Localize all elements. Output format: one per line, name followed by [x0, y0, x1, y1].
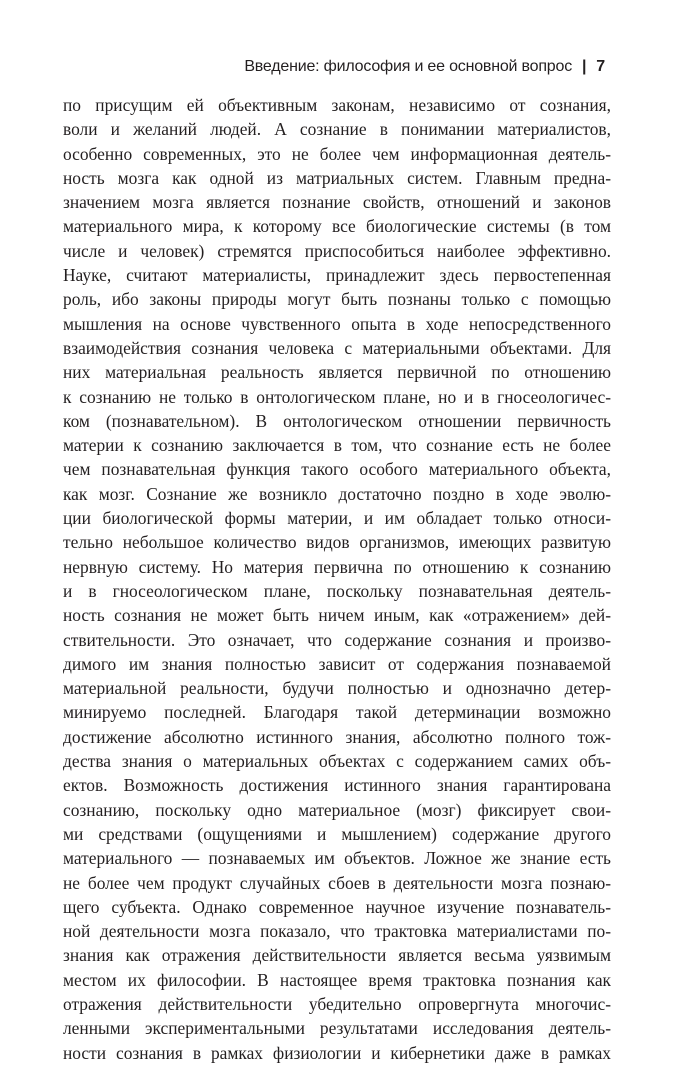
- text-line: нервную систему. Но материя первична по отношению к сознанию: [63, 556, 611, 577]
- text-line: ми средствами (ощущениями и мышлением) содержание другого: [63, 823, 611, 844]
- header-separator: |: [582, 58, 587, 75]
- text-line: ствительности. Это означает, что содержание сознания и произво-: [63, 629, 611, 650]
- text-line: сознанию, поскольку одно материальное (мозг) фиксирует свои-: [63, 799, 611, 820]
- page-number: 7: [596, 58, 605, 75]
- text-line: мышления на основе чувственного опыта в ходе непосредственного: [63, 313, 611, 334]
- text-line: отражения действительности убедительно опровергнута многочис-: [63, 993, 611, 1014]
- text-line: материальной реальности, будучи полностью и однозначно детер-: [63, 678, 611, 699]
- text-line: особенно современных, это не более чем информационная деятель-: [63, 143, 611, 164]
- text-line: ции биологической формы материи, и им обладает только относи-: [63, 508, 611, 529]
- text-line: чем познавательная функция такого особого материального объекта,: [63, 459, 611, 480]
- text-line: Науке, считают материалисты, принадлежит здесь первостепенная: [63, 265, 611, 286]
- text-line: минируемо последней. Благодаря такой детерминации возможно: [63, 702, 611, 723]
- text-line: местом их философии. В настоящее время трактовка познания как: [63, 969, 611, 990]
- text-line: роль, ибо законы природы могут быть познаны только с помощью: [63, 289, 611, 310]
- text-line: ность сознания не может быть ничем иным, как «отражением» дей-: [63, 605, 611, 626]
- text-line: и в гносеологическом плане, поскольку познавательная деятель-: [63, 580, 611, 601]
- text-line: тельно небольшое количество видов организмов, имеющих развитую: [63, 532, 611, 553]
- text-line: не более чем продукт случайных сбоев в деятельности мозга познаю-: [63, 872, 611, 893]
- text-line: взаимодействия сознания человека с материальными объектами. Для: [63, 337, 611, 358]
- text-line: ектов. Возможность достижения истинного знания гарантирована: [63, 775, 611, 796]
- text-line: материального — познаваемых им объектов. Ложное же знание есть: [63, 848, 611, 869]
- text-line: значением мозга является познание свойств, отношений и законов: [63, 192, 611, 213]
- text-line: к сознанию не только в онтологическом плане, но и в гносеологичес-: [63, 386, 611, 407]
- text-line: ной деятельности мозга показало, что трактовка материалистами по-: [63, 921, 611, 942]
- text-line: них материальная реальность является первичной по отношению: [63, 362, 611, 383]
- text-line: материи к сознанию заключается в том, что сознание есть не более: [63, 435, 611, 456]
- text-line: димого им знания полностью зависит от содержания познаваемой: [63, 653, 611, 674]
- text-line: ленными экспериментальными результатами исследования деятель-: [63, 1018, 611, 1039]
- text-line: знания как отражения действительности является весьма уязвимым: [63, 945, 611, 966]
- text-line: достижение абсолютно истинного знания, абсолютно полного тож-: [63, 726, 611, 747]
- text-line: ность мозга как одной из матриальных систем. Главным предна-: [63, 167, 611, 188]
- body-text: [63, 93, 611, 1065]
- text-line: воли и желаний людей. А сознание в понимании материалистов,: [63, 119, 611, 140]
- text-line: по присущим ей объективным законам, независимо от сознания,: [63, 95, 611, 115]
- text-line: ком (познавательном). В онтологическом отношении первичность: [63, 410, 611, 431]
- text-line: как мозг. Сознание же возникло достаточно поздно в ходе эволю-: [63, 483, 611, 504]
- text-line: дества знания о материальных объектах с содержанием самих объ-: [63, 751, 611, 772]
- text-line: ности сознания в рамках физиологии и кибернетики даже в рамках: [63, 1042, 611, 1063]
- running-header: [244, 58, 605, 76]
- text-line: числе и человек) стремятся приспособиться наиболее эффективно.: [63, 240, 611, 261]
- text-line: щего субъекта. Однако современное научное изучение познаватель-: [63, 896, 611, 917]
- text-line: материального мира, к которому все биологические системы (в том: [63, 216, 611, 237]
- header-title: Введение: философия и ее основной вопрос: [244, 58, 573, 75]
